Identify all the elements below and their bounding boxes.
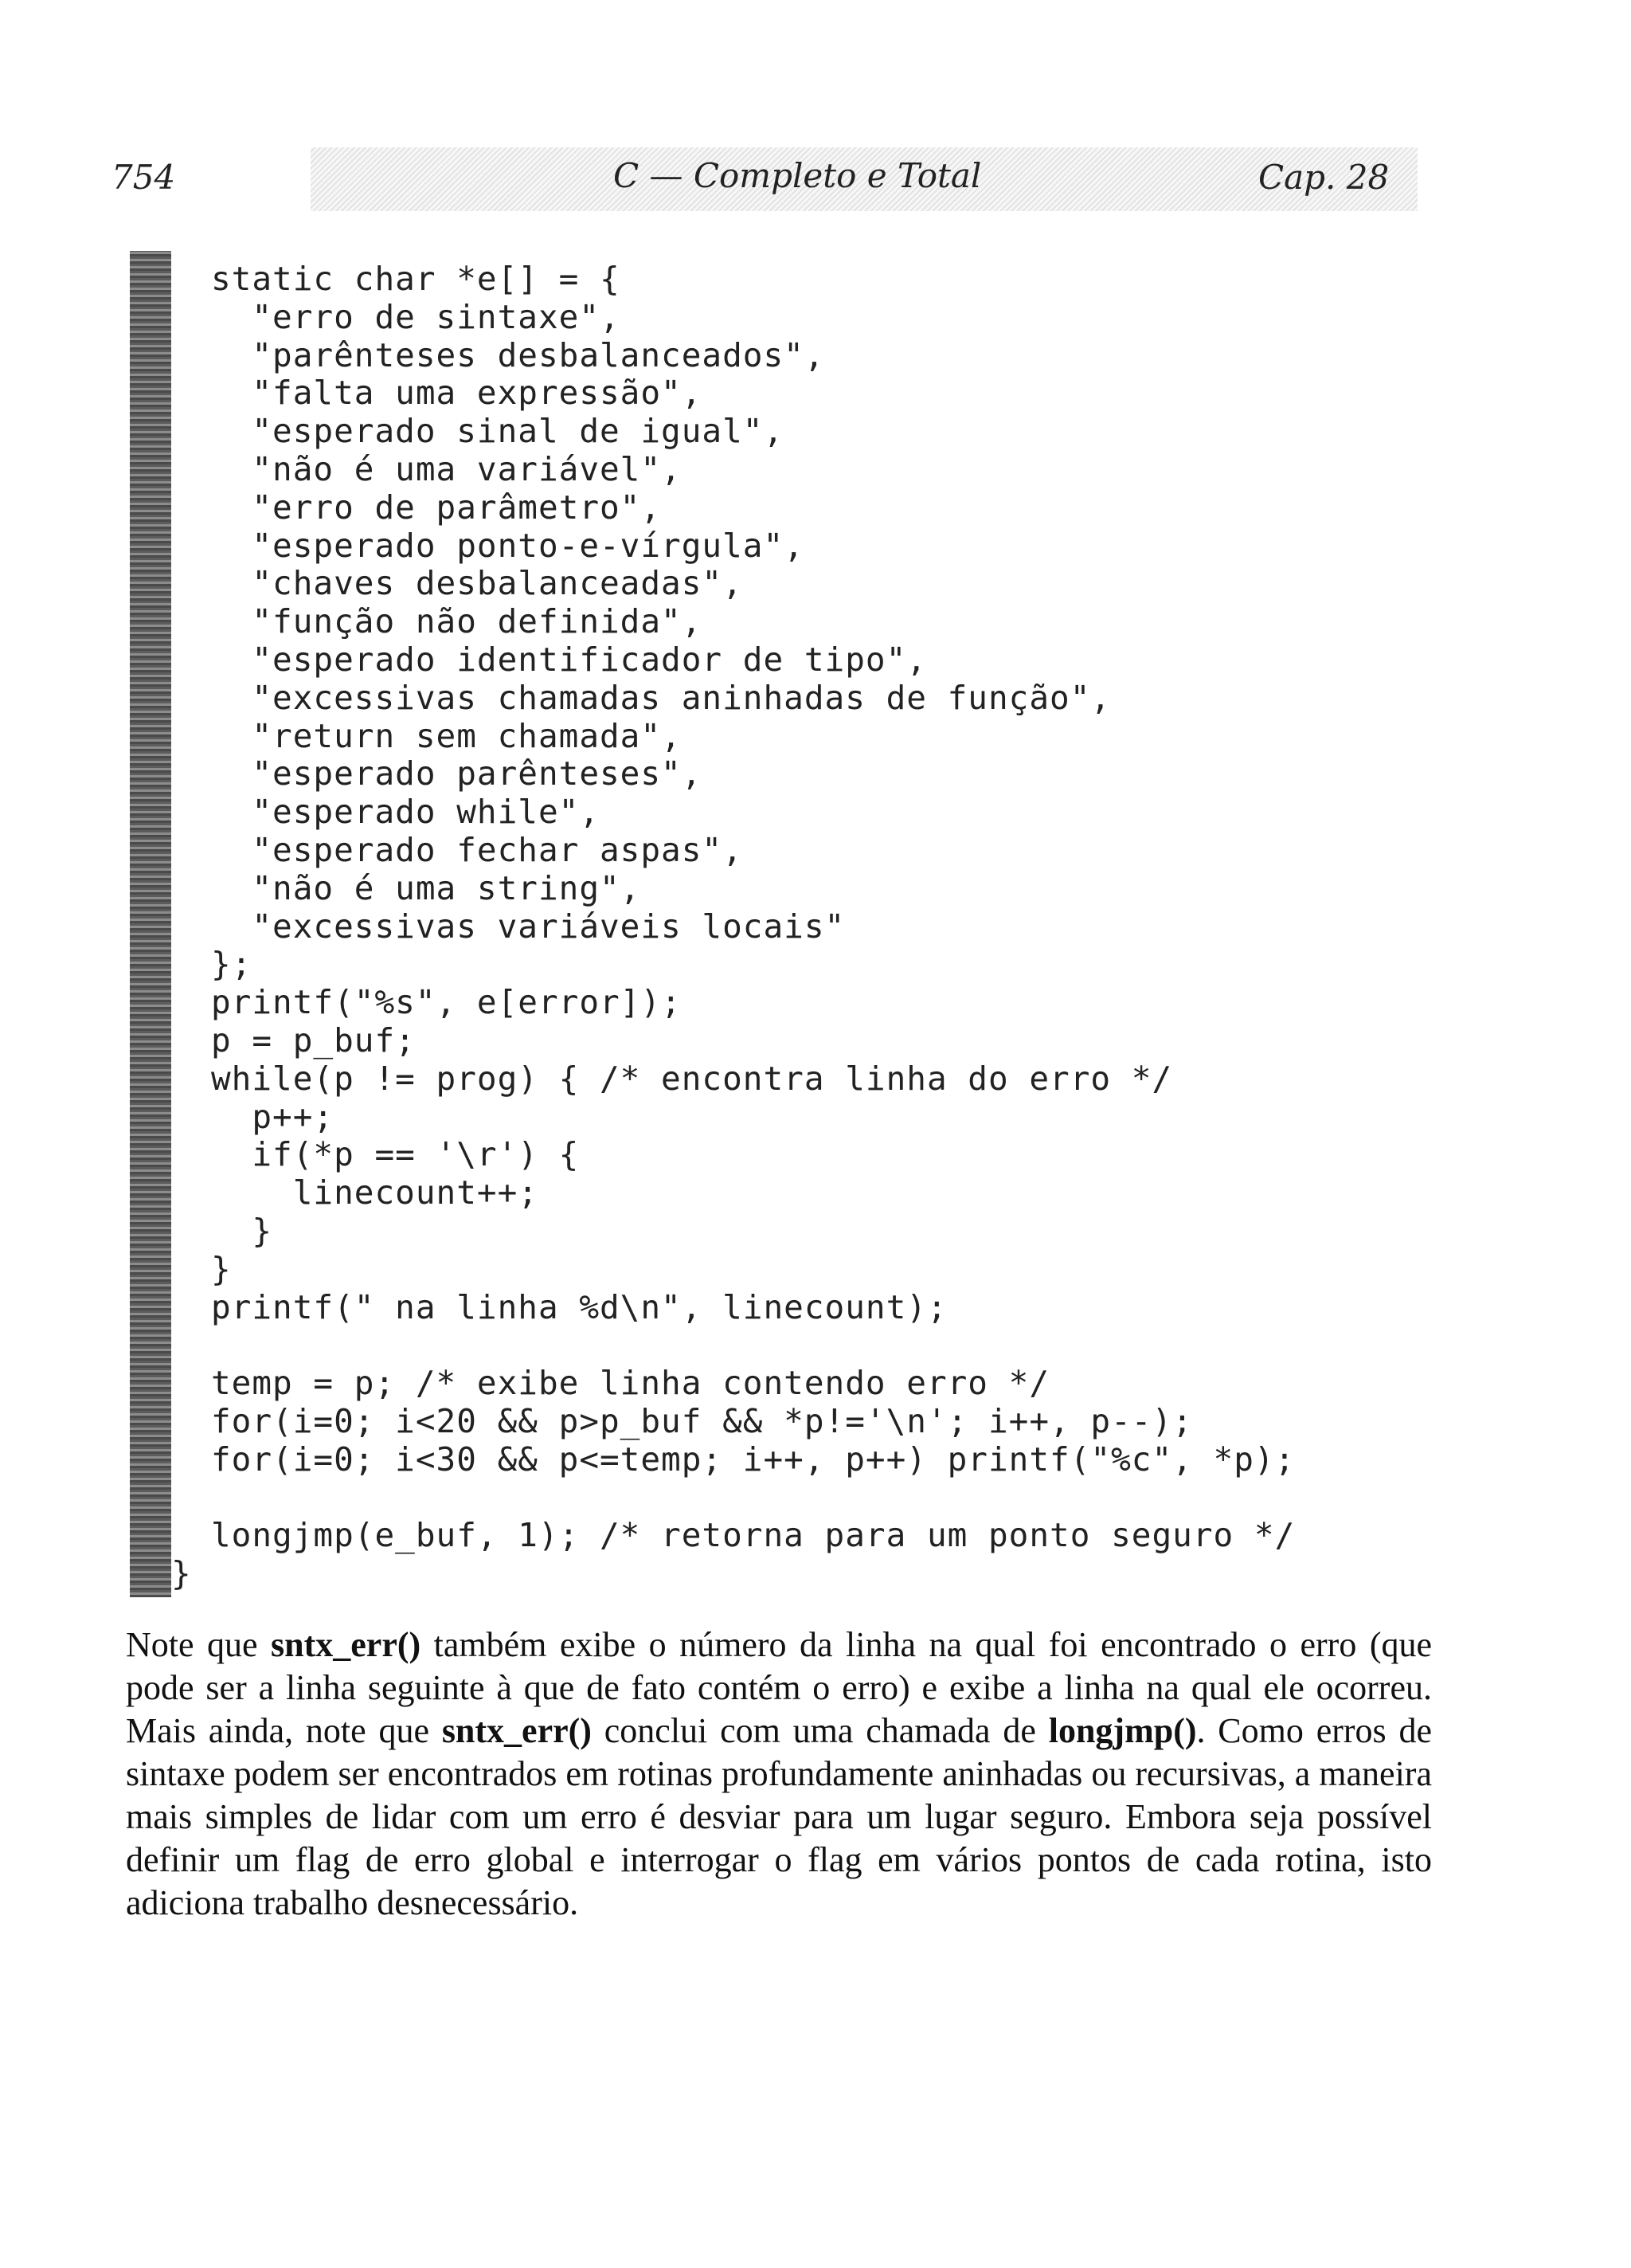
function-name-longjmp: longjmp() xyxy=(1048,1711,1197,1750)
code-line: "esperado ponto-e-vírgula", xyxy=(211,526,804,565)
code-line: "erro de parâmetro", xyxy=(211,488,662,527)
code-line: "chaves desbalanceadas", xyxy=(211,564,743,603)
code-line: "esperado sinal de igual", xyxy=(211,412,784,451)
paragraph-text: . Como erros de sintaxe podem ser encontrados em rotinas profundamente aninhadas ou recursivas, a maneira mais simples de lidar com um erro é desviar para um lugar seguro. Embora seja possível definir um flag de erro global e interrogar o flag em vários pontos de cada rotina, isto adiciona trabalho desnecessário. xyxy=(126,1711,1432,1922)
code-line: "falta uma expressão", xyxy=(211,374,702,413)
code-line: printf(" na linha %d\n", linecount); xyxy=(211,1287,948,1326)
code-line: "erro de sintaxe", xyxy=(211,297,620,336)
function-name-sntx-err: sntx_err() xyxy=(271,1625,421,1664)
code-line: "excessivas chamadas aninhadas de função", xyxy=(211,678,1112,717)
code-line: "esperado fechar aspas", xyxy=(211,830,743,869)
code-line: p++; xyxy=(211,1097,334,1136)
code-line: "return sem chamada", xyxy=(211,716,682,755)
code-line: } xyxy=(171,1554,192,1593)
code-line xyxy=(211,1479,1533,1518)
code-line: "parênteses desbalanceados", xyxy=(211,335,825,374)
code-block xyxy=(171,260,1533,1593)
code-line: longjmp(e_buf, 1); /* retorna para um ponto seguro */ xyxy=(211,1516,1296,1555)
paragraph-text: Note que xyxy=(126,1625,272,1664)
code-line: } xyxy=(211,1211,273,1250)
function-name-sntx-err: sntx_err() xyxy=(441,1711,592,1750)
code-line: while(p != prog) { /* encontra linha do erro */ xyxy=(211,1059,1173,1098)
paragraph-text: conclui com uma chamada de xyxy=(591,1711,1049,1750)
code-line: "esperado parênteses", xyxy=(211,754,702,793)
code-line: p = p_buf; xyxy=(211,1020,416,1060)
code-line: linecount++; xyxy=(211,1173,538,1212)
code-line: "esperado while", xyxy=(211,793,600,832)
code-line: "não é uma variável", xyxy=(211,449,682,488)
code-line: "função não definida", xyxy=(211,602,702,641)
margin-bar xyxy=(130,251,171,1597)
code-line: static char *e[] = { xyxy=(211,260,620,298)
body-paragraph xyxy=(126,1624,1432,1925)
running-title: C — Completo e Total xyxy=(613,156,982,195)
page-number: 754 xyxy=(111,158,176,197)
code-line: "esperado identificador de tipo", xyxy=(211,640,927,679)
chapter-label: Cap. 28 xyxy=(1258,158,1390,197)
paragraph-text: também exibe o número da linha na qual foi encontrado o erro (que pode ser a linha seguinte à que de fato contém o erro) e exibe a linha na qual ele ocorreu. Mais ainda, note que xyxy=(126,1625,1432,1750)
code-line xyxy=(211,1326,1533,1365)
code-line: if(*p == '\r') { xyxy=(211,1135,580,1174)
code-line: }; xyxy=(211,945,252,984)
code-line: temp = p; /* exibe linha contendo erro */ xyxy=(211,1364,1050,1403)
code-line: for(i=0; i<20 && p>p_buf && *p!='\n'; i++, p--); xyxy=(211,1401,1193,1440)
code-line: "excessivas variáveis locais" xyxy=(211,907,846,946)
code-line: "não é uma string", xyxy=(211,868,641,907)
code-line: for(i=0; i<30 && p<=temp; i++, p++) printf("%c", *p); xyxy=(211,1440,1296,1479)
code-line: } xyxy=(211,1249,232,1288)
code-line: printf("%s", e[error]); xyxy=(211,983,682,1022)
